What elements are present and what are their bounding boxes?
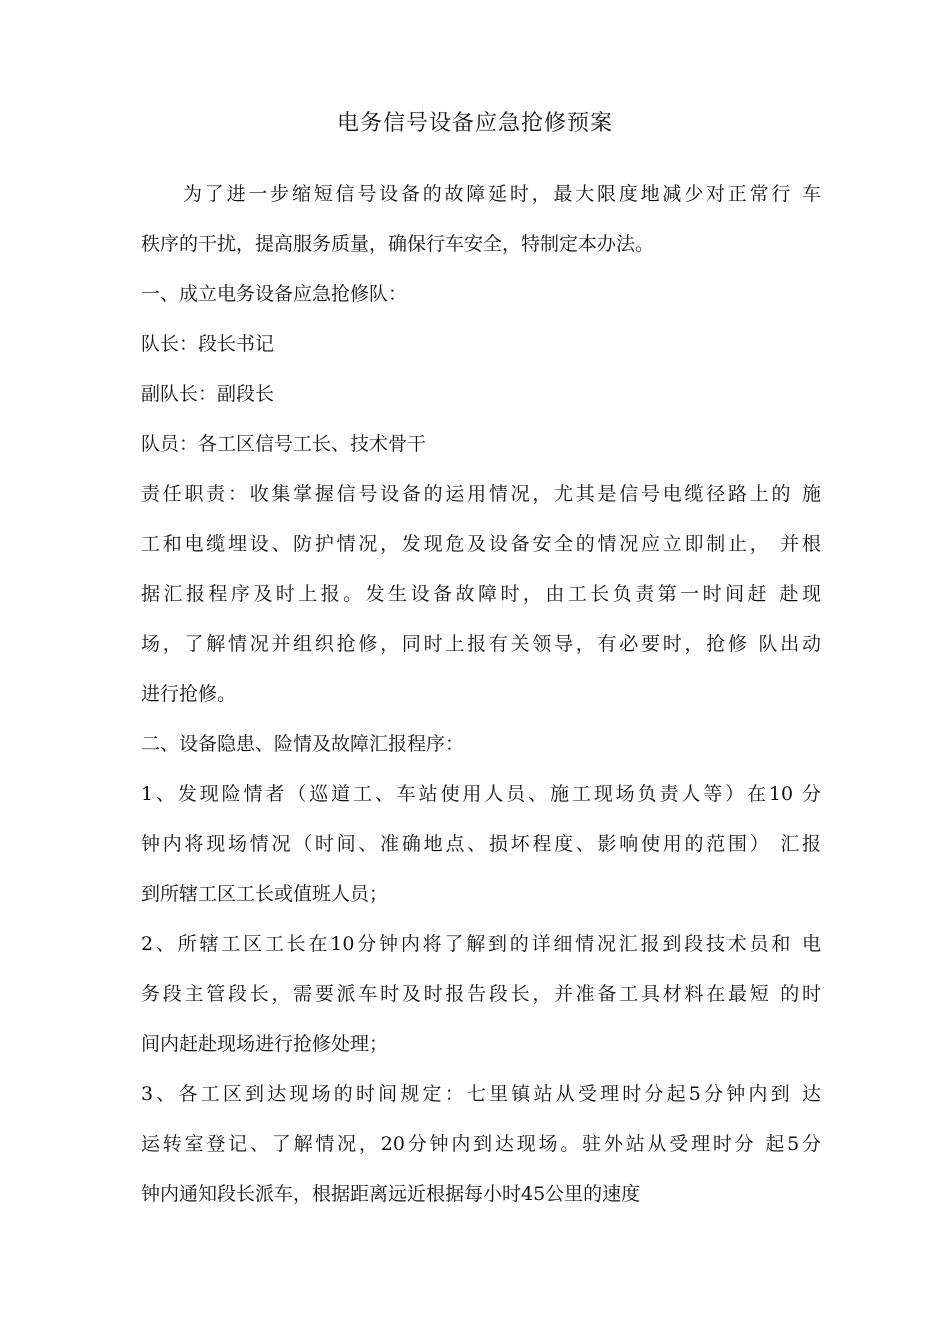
section-heading: 二、设备隐患、险情及故障汇报程序： (141, 733, 465, 755)
paragraph-line: 务段主管段长，需要派车时及时报告段长，并准备工具材料在最短 的时 (141, 983, 821, 1005)
paragraph-line: 间内赶赴现场进行抢修处理； (141, 1033, 389, 1055)
paragraph-line: 队长：段长书记 (141, 333, 275, 355)
paragraph-line: 工和电缆埋设、防护情况，发现危及设备安全的情况应立即制止， 并根 (141, 533, 821, 555)
paragraph-line: 据汇报程序及时上报。发生设备故障时，由工长负责第一时间赶 赴现 (141, 583, 821, 605)
document-body (141, 169, 821, 1219)
paragraph-line: 为了进一步缩短信号设备的故障延时，最大限度地减少对正常行 车 (183, 183, 821, 205)
paragraph-line: 队员：各工区信号工长、技术骨干 (141, 433, 427, 455)
paragraph-line: 场，了解情况并组织抢修，同时上报有关领导，有必要时，抢修 队出动 (141, 633, 821, 655)
paragraph-line: 钟内通知段长派车，根据距离远近根据每小时45公里的速度 (141, 1183, 641, 1205)
paragraph-line: 钟内将现场情况（时间、准确地点、损坏程度、影响使用的范围） 汇报 (141, 833, 821, 855)
document-title: 电务信号设备应急抢修预案 (336, 111, 613, 136)
paragraph-line: 3、各工区到达现场的时间规定：七里镇站从受理时分起5分钟内到 达 (141, 1083, 821, 1105)
paragraph-line: 2、所辖工区工长在10分钟内将了解到的详细情况汇报到段技术员和 电 (141, 933, 821, 955)
paragraph-line: 1、发现险情者（巡道工、车站使用人员、施工现场负责人等）在10 分 (141, 783, 821, 805)
paragraph-line: 副队长：副段长 (141, 383, 275, 405)
paragraph-line: 进行抢修。 (141, 683, 237, 705)
paragraph-line: 到所辖工区工长或值班人员； (141, 883, 389, 905)
section-heading: 一、成立电务设备应急抢修队： (141, 283, 408, 305)
paragraph-line: 责任职责：收集掌握信号设备的运用情况，尤其是信号电缆径路上的 施 (141, 483, 821, 505)
paragraph-line: 秩序的干扰，提高服务质量，确保行车安全，特制定本办法。 (141, 233, 655, 255)
paragraph-line: 运转室登记、了解情况，20分钟内到达现场。驻外站从受理时分 起5分 (141, 1133, 821, 1155)
